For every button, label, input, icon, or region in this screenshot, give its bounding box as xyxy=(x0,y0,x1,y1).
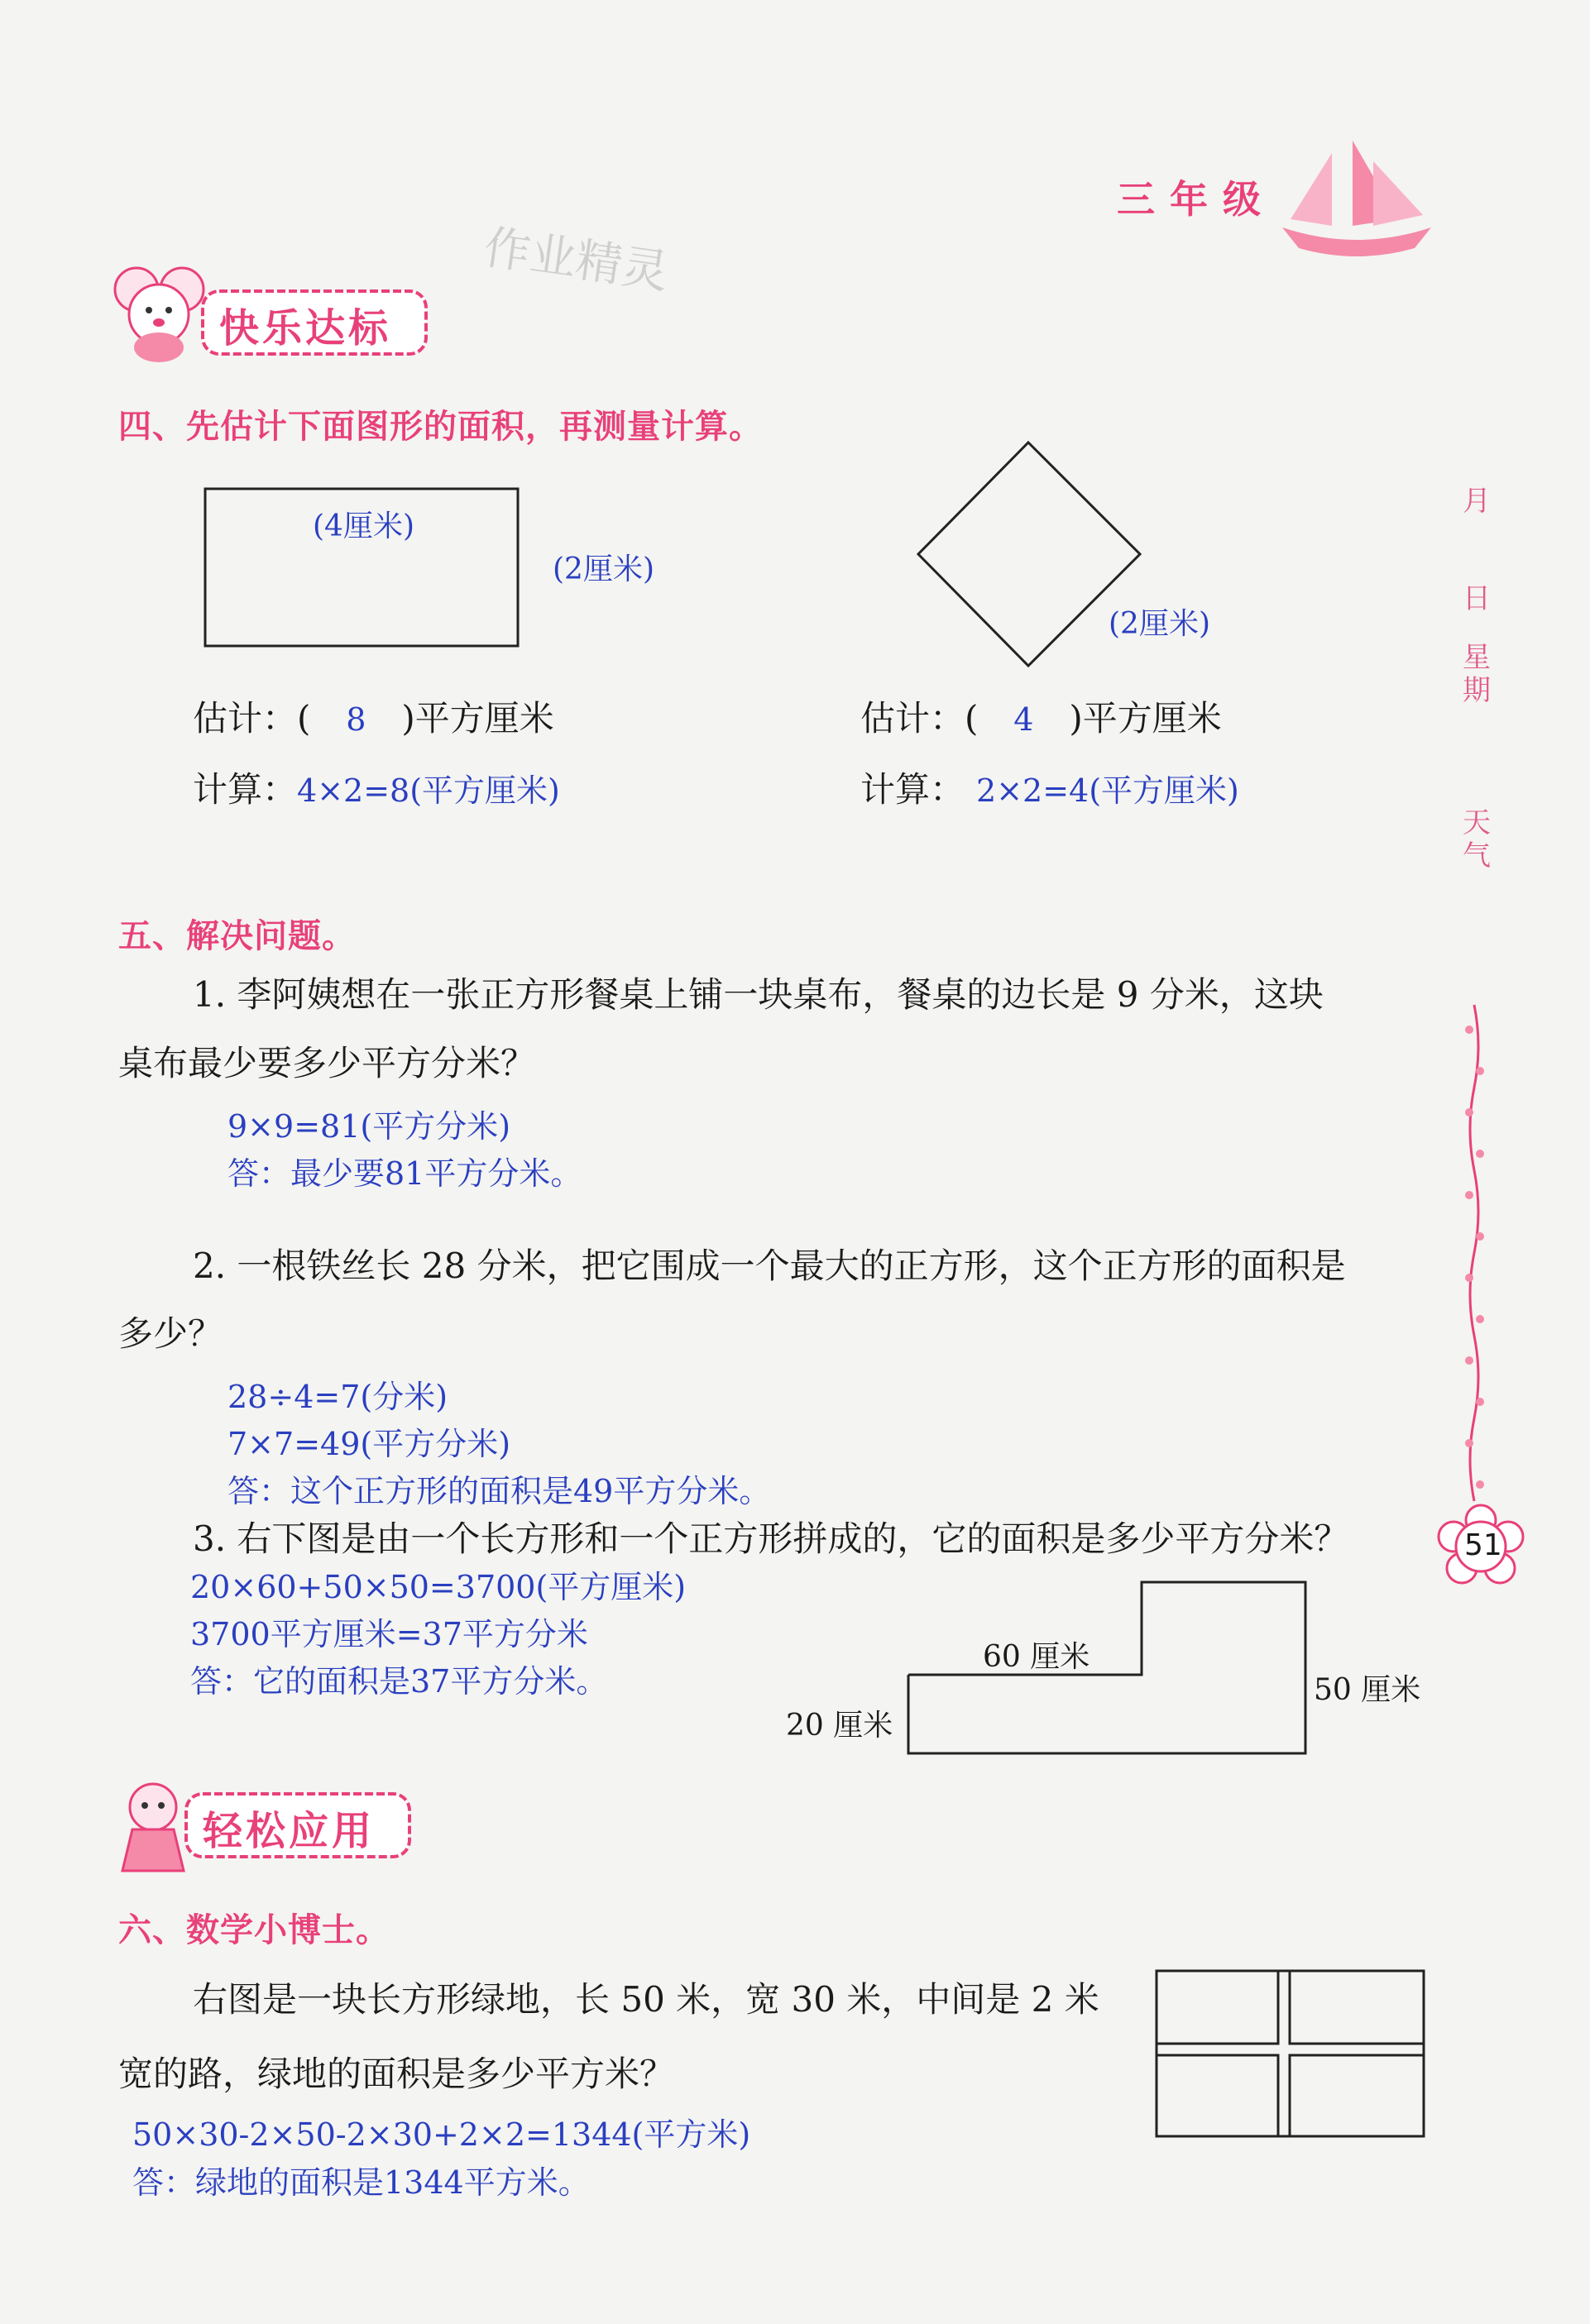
rect-calc xyxy=(193,763,560,812)
rect-calc-prefix: 计算： xyxy=(193,769,298,810)
vine-decoration xyxy=(1458,1005,1491,1501)
q1-answer: 答：最少要81平方分米。 xyxy=(227,1155,582,1192)
rect-height-label: (2厘米) xyxy=(553,552,654,586)
rect-width-label: (4厘米) xyxy=(313,509,414,543)
q2-answer-calc2: 7×7=49(平方分米) xyxy=(227,1426,511,1462)
label-50cm: 50 厘米 xyxy=(1314,1673,1421,1707)
banner-apply-label: 轻松应用 xyxy=(203,1808,376,1854)
q1-line2: 桌布最少要多少平方分米？ xyxy=(118,1043,536,1083)
sailboat-icon xyxy=(1274,136,1439,269)
koala-icon xyxy=(112,265,203,364)
square-calc xyxy=(860,763,1239,812)
rect-estimate-suffix: )平方厘米 xyxy=(401,698,554,739)
rect-calc-value: 4×2=8(平方厘米) xyxy=(297,772,560,809)
q3-answer: 答：它的面积是37平方分米。 xyxy=(190,1663,608,1700)
square-estimate-suffix: )平方厘米 xyxy=(1069,698,1222,739)
label-20cm: 20 厘米 xyxy=(786,1709,893,1743)
q2-answer-calc1: 28÷4=7(分米) xyxy=(227,1379,448,1415)
q3-answer-calc1: 20×60+50×50=3700(平方厘米) xyxy=(190,1569,687,1605)
s6-answer: 答：绿地的面积是1344平方米。 xyxy=(132,2164,590,2201)
sidebar-day: 日 xyxy=(1463,582,1491,615)
grade-label: 三年级 xyxy=(1117,177,1276,222)
square-calc-prefix: 计算： xyxy=(860,769,965,810)
banner-practice-label: 快乐达标 xyxy=(219,305,392,351)
square-estimate-value: 4 xyxy=(1013,701,1034,738)
square-calc-value: 2×2=4(平方厘米) xyxy=(976,772,1239,809)
s6-answer-calc: 50×30-2×50-2×30+2×2=1344(平方米) xyxy=(132,2116,751,2153)
square-side-label: (2厘米) xyxy=(1109,607,1210,641)
sidebar-month: 月 xyxy=(1463,485,1491,518)
q1-line1: 1. 李阿姨想在一张正方形餐桌上铺一块桌布，餐桌的边长是 9 分米，这块 xyxy=(193,974,1324,1015)
sidebar-weather: 天气 xyxy=(1463,806,1491,873)
q3-answer-calc2: 3700平方厘米=37平方分米 xyxy=(190,1616,588,1652)
square-estimate-prefix: 估计：( xyxy=(860,698,979,739)
section4-title: 四、先估计下面图形的面积，再测量计算。 xyxy=(118,408,763,446)
page-number: 51 xyxy=(1464,1528,1502,1562)
watermark: 作业精灵 xyxy=(480,220,672,300)
rect-estimate xyxy=(193,691,554,741)
composite-shape-figure xyxy=(906,1580,1319,1778)
q2-line2: 多少？ xyxy=(118,1313,223,1354)
section6-title: 六、数学小博士。 xyxy=(118,1911,390,1949)
rect-estimate-value: 8 xyxy=(346,701,366,738)
q3-line1: 3. 右下图是由一个长方形和一个正方形拼成的，它的面积是多少平方分米？ xyxy=(193,1518,1349,1559)
square-estimate xyxy=(860,691,1222,741)
s6-line2: 宽的路，绿地的面积是多少平方米？ xyxy=(118,2054,675,2094)
section5-title: 五、解决问题。 xyxy=(118,917,356,955)
q2-answer: 答：这个正方形的面积是49平方分米。 xyxy=(227,1473,771,1509)
green-field-figure xyxy=(1154,1968,1435,2142)
q1-answer-calc: 9×9=81(平方分米) xyxy=(227,1108,511,1145)
square-figure xyxy=(918,438,1166,686)
label-60cm: 60 厘米 xyxy=(983,1640,1090,1674)
sidebar-week: 星期 xyxy=(1463,641,1491,707)
q2-line1: 2. 一根铁丝长 28 分米，把它围成一个最大的正方形，这个正方形的面积是 xyxy=(193,1246,1346,1286)
s6-line1: 右图是一块长方形绿地，长 50 米，宽 30 米，中间是 2 米 xyxy=(193,1979,1099,2020)
rect-estimate-prefix: 估计：( xyxy=(193,698,311,739)
